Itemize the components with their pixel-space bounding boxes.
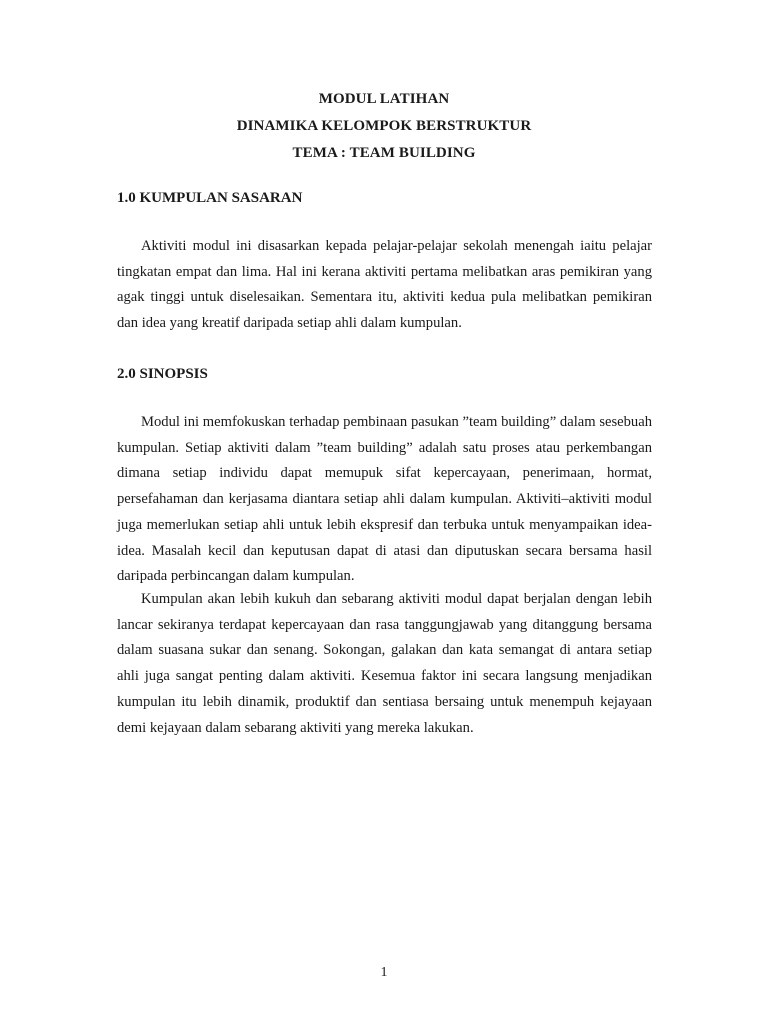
title-line-3: TEMA : TEAM BUILDING — [292, 145, 476, 161]
document-title — [0, 86, 768, 167]
title-line-2: DINAMIKA KELOMPOK BERSTRUKTUR — [236, 118, 532, 134]
section-1-heading: 1.0 KUMPULAN SASARAN — [117, 190, 303, 206]
page-number: 1 — [380, 965, 388, 980]
section-1-paragraph: Aktiviti modul ini disasarkan kepada pelajar-pelajar sekolah menengah iaitu pelajar tingkatan empat dan lima. Hal ini kerana aktiviti pertama melibatkan aras pemikiran yang agak tinggi untuk diselesaikan. Sementara itu, aktiviti kedua pula melibatkan pemikiran dan idea yang kreatif daripada setiap ahli dalam kumpulan. — [117, 238, 652, 332]
section-2-paragraph-1: Modul ini memfokuskan terhadap pembinaan pasukan ”team building” dalam sesebuah kumpulan. Setiap aktiviti dalam ”team building” adalah satu proses atau perkembangan dimana setiap individu dapat memupuk sifat kepercayaan, penerimaan, hormat, persefahaman dan kerjasama diantara setiap ahli dalam kumpulan. Aktiviti–aktiviti modul juga memerlukan setiap ahli untuk lebih ekspresif dan terbuka untuk menyampaikan idea-idea. Masalah kecil dan keputusan dapat di atasi dan diputuskan secara bersama hasil daripada perbincangan dalam kumpulan. — [117, 414, 652, 585]
title-line-1: MODUL LATIHAN — [318, 91, 450, 107]
section-2-paragraph-2: Kumpulan akan lebih kukuh dan sebarang aktiviti modul dapat berjalan dengan lebih lancar sekiranya terdapat kepercayaan dan rasa tanggungjawab yang ditanggung bersama dalam suasana sukar dan senang. Sokongan, galakan dan kata semangat di antara setiap ahli juga sangat penting dalam aktiviti. Kesemua faktor ini secara langsung menjadikan kumpulan itu lebih dinamik, produktif dan sentiasa bersaing untuk menempuh kejayaan demi kejayaan dalam sebarang aktiviti yang mereka lakukan. — [117, 591, 652, 736]
section-2-heading: 2.0 SINOPSIS — [117, 366, 208, 382]
